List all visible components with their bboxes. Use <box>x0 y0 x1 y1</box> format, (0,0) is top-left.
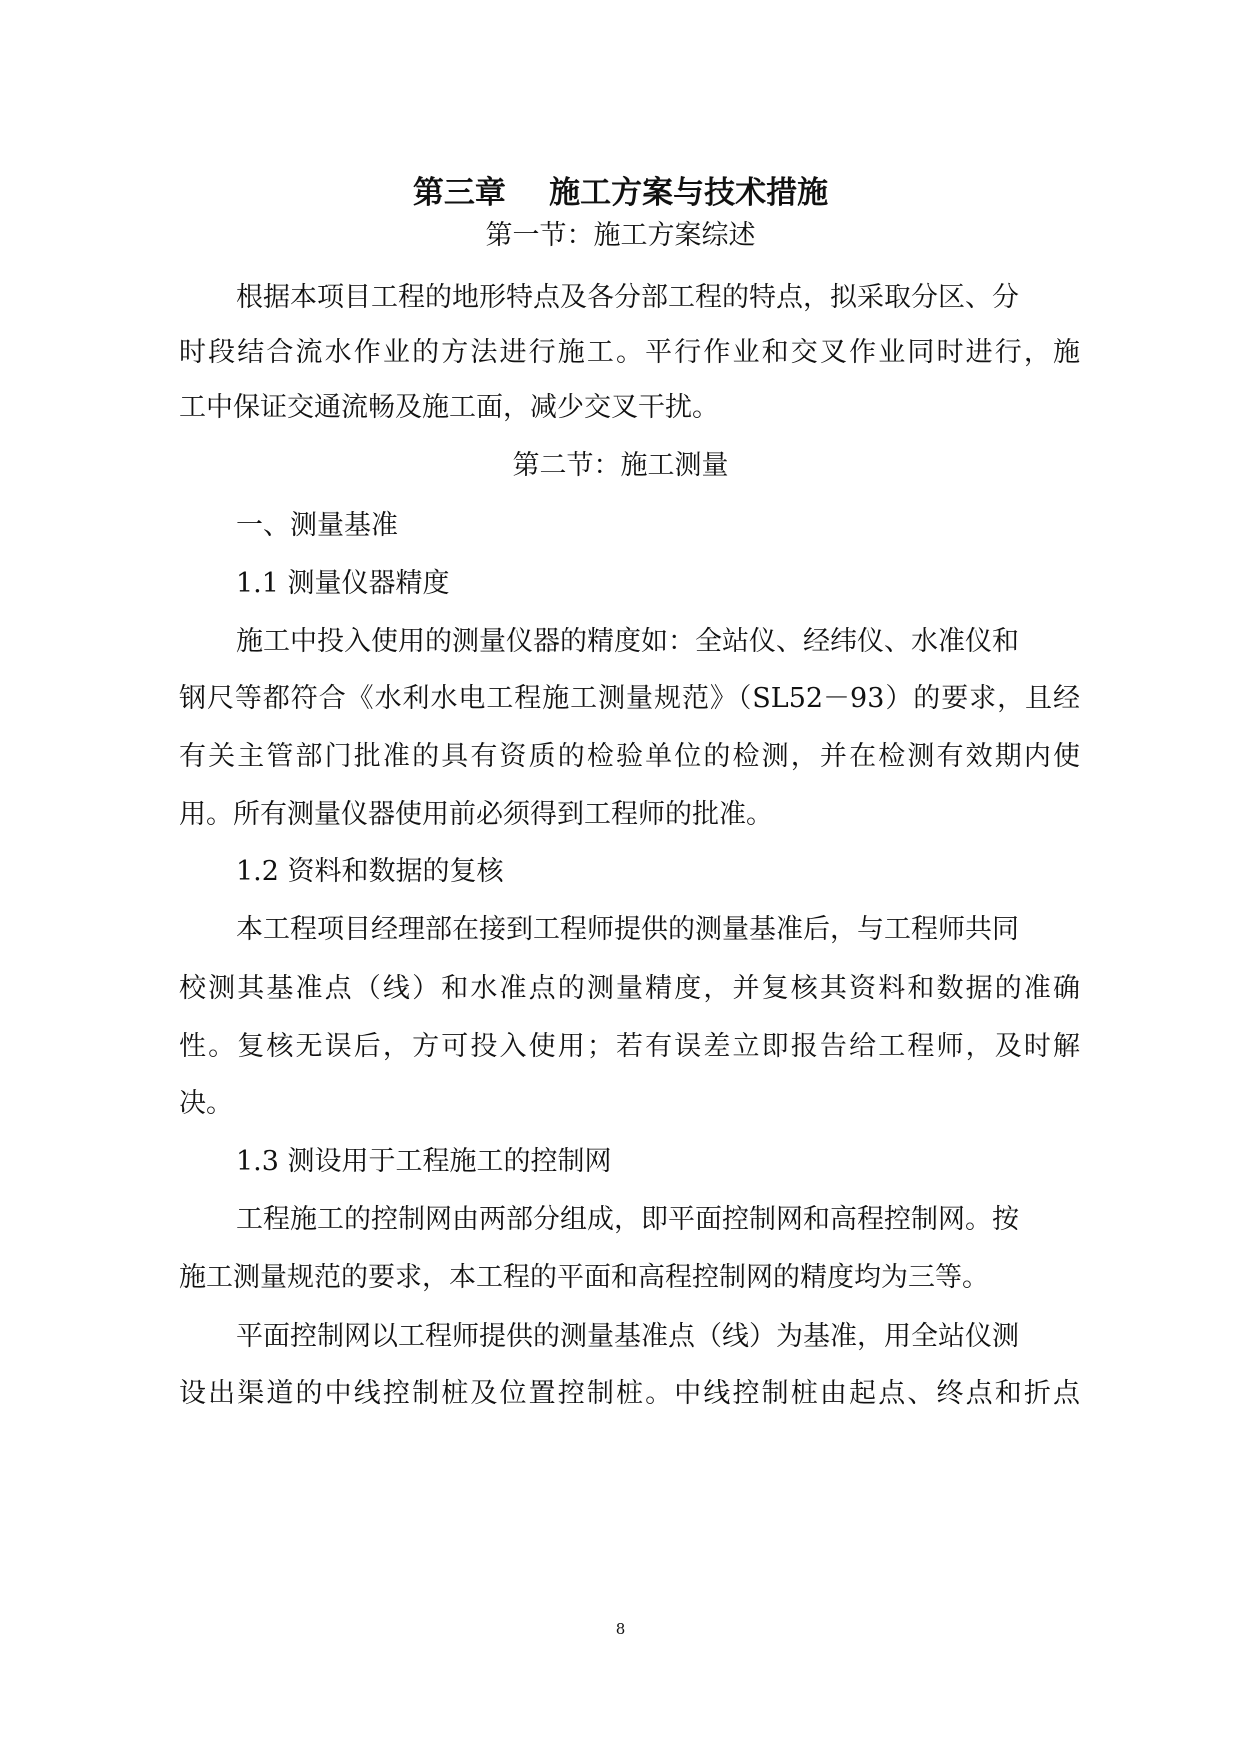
item-title: 1.2 资料和数据的复核 <box>236 856 504 887</box>
item-title: 1.3 测设用于工程施工的控制网 <box>236 1146 612 1177</box>
paragraph-line: 根据本项目工程的地形特点及各分部工程的特点，拟采取分区、分 <box>236 282 1019 313</box>
subheading: 一、测量基准 <box>236 510 398 541</box>
paragraph-line: 性。复核无误后，方可投入使用；若有误差立即报告给工程师，及时解 <box>179 1031 1080 1062</box>
paragraph-line: 设出渠道的中线控制桩及位置控制桩。中线控制桩由起点、终点和折点 <box>179 1378 1080 1409</box>
item-title: 1.1 测量仪器精度 <box>236 568 450 599</box>
paragraph-line: 决。 <box>179 1088 233 1119</box>
section-heading-1: 第一节：施工方案综述 <box>485 220 756 251</box>
page-number: 8 <box>615 1620 626 1638</box>
paragraph-line: 用。所有测量仪器使用前必须得到工程师的批准。 <box>179 799 773 830</box>
paragraph-line: 工程施工的控制网由两部分组成，即平面控制网和高程控制网。按 <box>236 1204 1019 1235</box>
paragraph-line: 有关主管部门批准的具有资质的检验单位的检测，并在检测有效期内使 <box>179 741 1080 772</box>
paragraph-line: 本工程项目经理部在接到工程师提供的测量基准后，与工程师共同 <box>236 914 1019 945</box>
paragraph-line: 校测其基准点（线）和水准点的测量精度，并复核其资料和数据的准确 <box>179 973 1080 1004</box>
paragraph-line: 施工测量规范的要求，本工程的平面和高程控制网的精度均为三等。 <box>179 1262 989 1293</box>
paragraph-line: 时段结合流水作业的方法进行施工。平行作业和交叉作业同时进行，施 <box>179 337 1080 368</box>
paragraph-line: 施工中投入使用的测量仪器的精度如：全站仪、经纬仪、水准仪和 <box>236 626 1019 657</box>
section-heading-2: 第二节：施工测量 <box>512 450 729 481</box>
paragraph-line: 工中保证交通流畅及施工面，减少交叉干扰。 <box>179 392 719 423</box>
chapter-title: 第三章 施工方案与技术措施 <box>412 175 829 211</box>
paragraph-line: 钢尺等都符合《水利水电工程施工测量规范》（SL52－93）的要求，且经 <box>179 683 1080 714</box>
paragraph-line: 平面控制网以工程师提供的测量基准点（线）为基准，用全站仪测 <box>236 1321 1019 1352</box>
